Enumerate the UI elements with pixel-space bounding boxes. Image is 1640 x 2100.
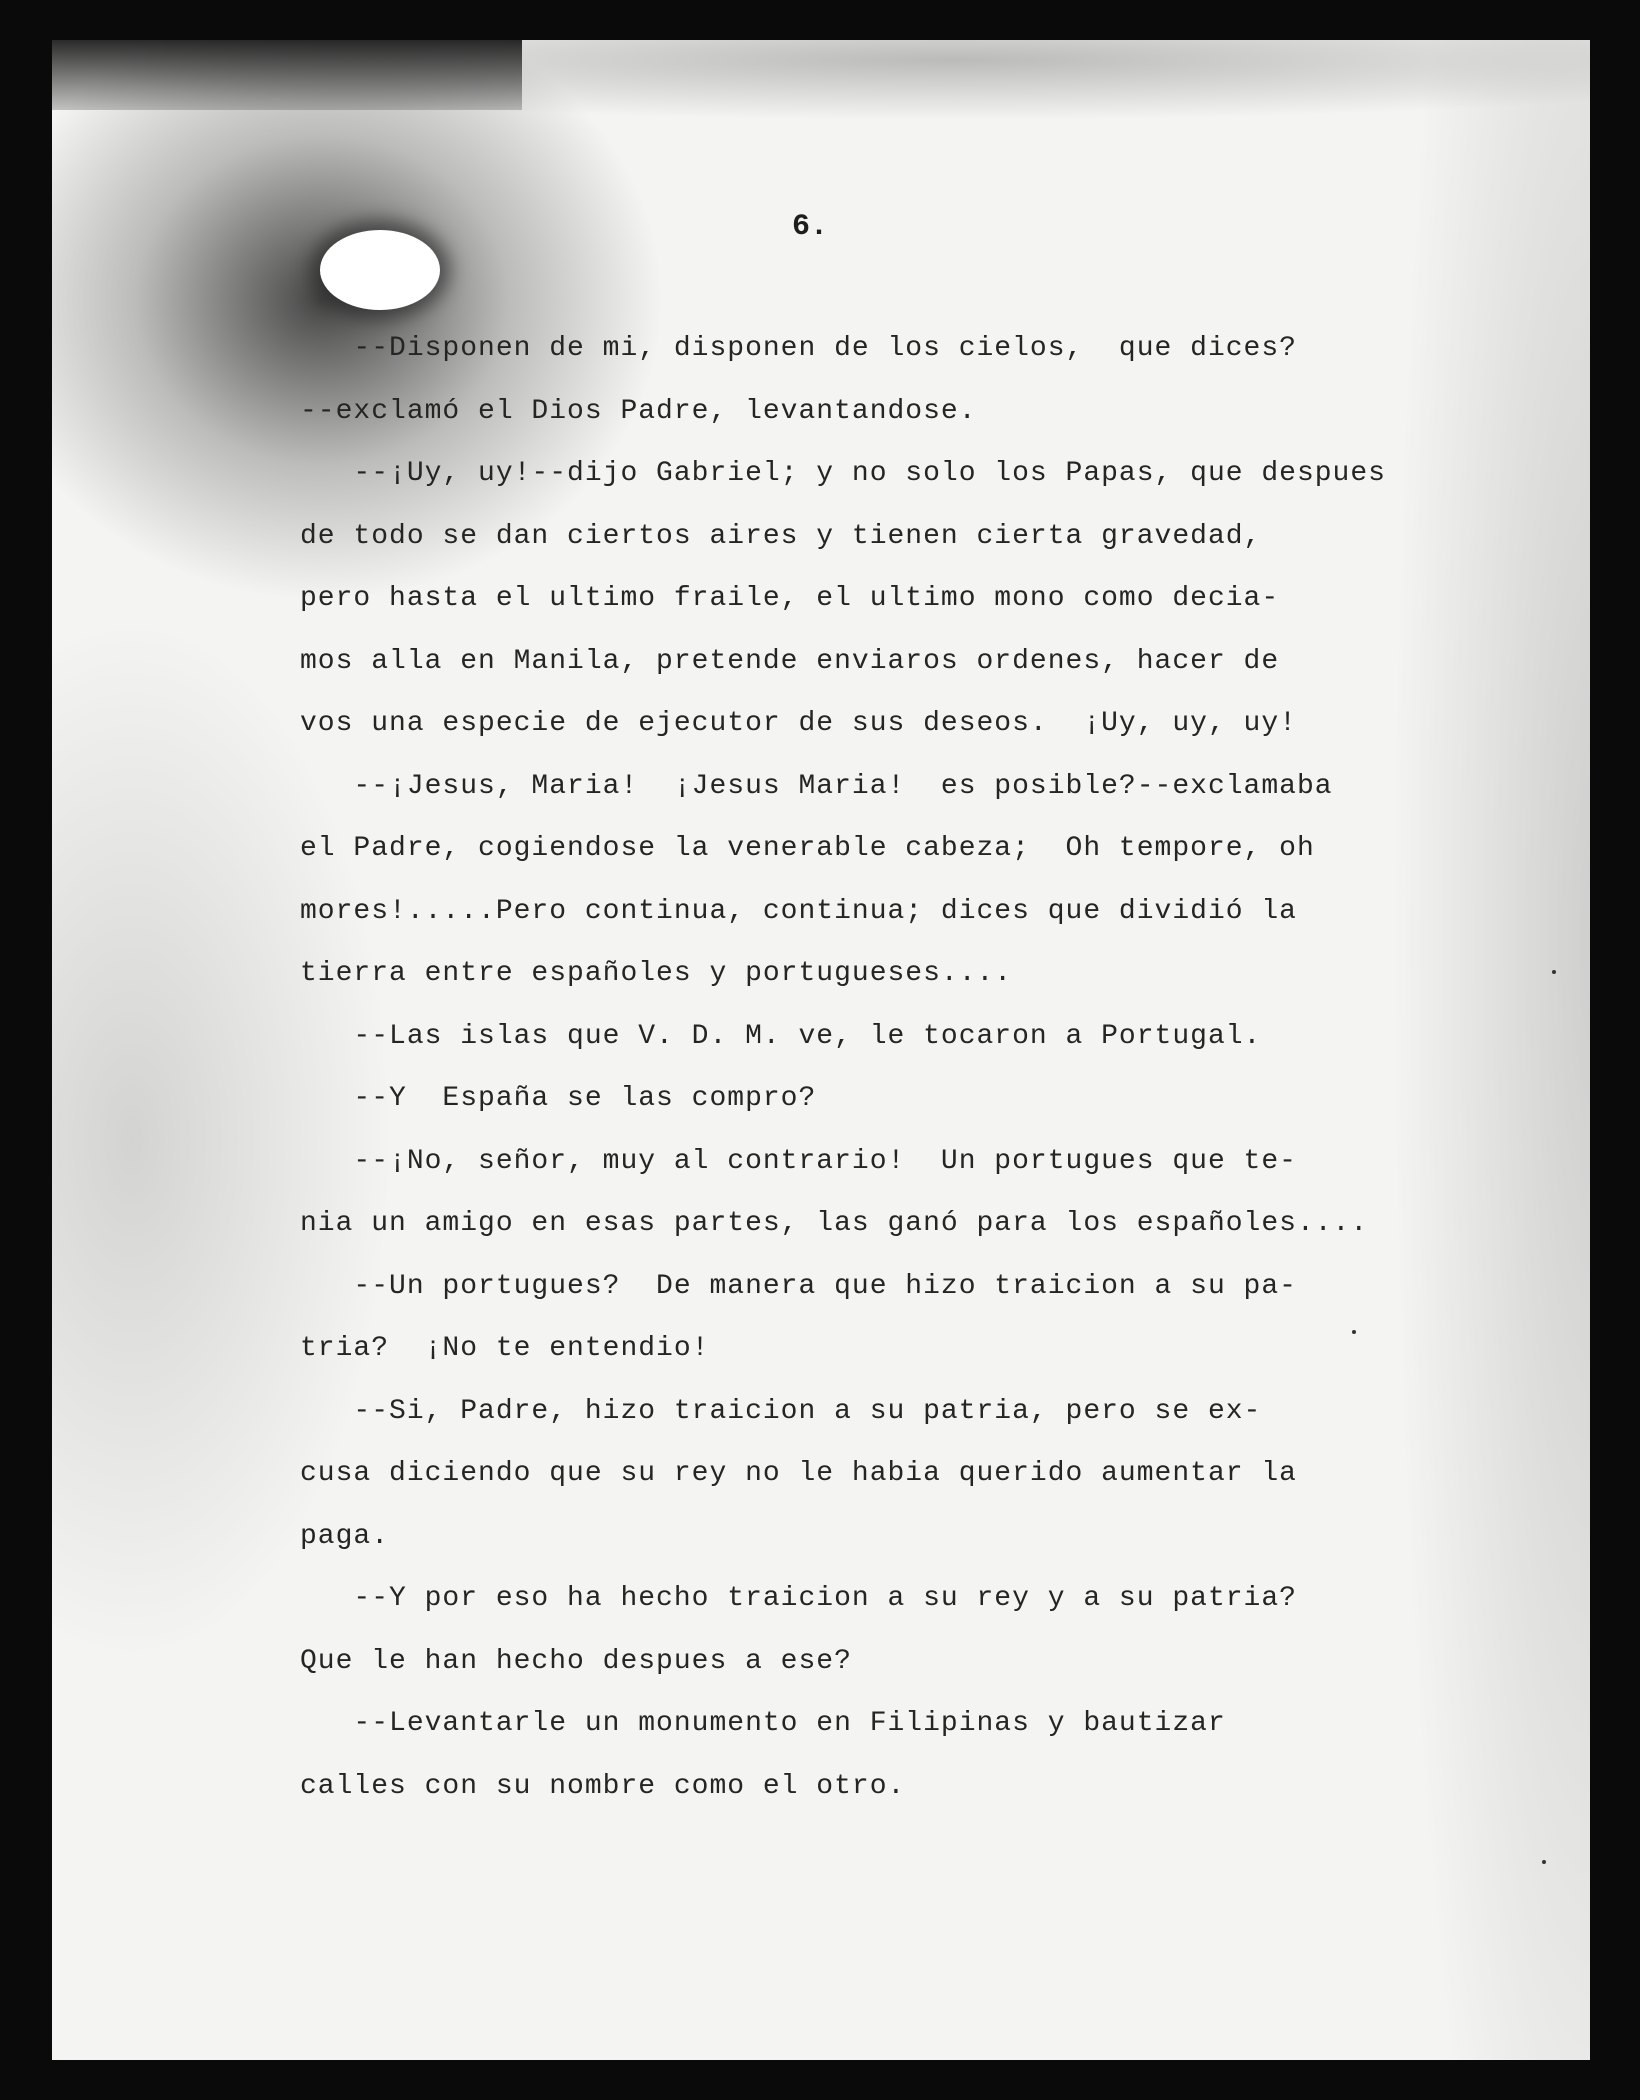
- text-line: calles con su nombre como el otro.: [300, 1770, 906, 1802]
- text-line: --Levantarle un monumento en Filipinas y bautizar: [300, 1708, 1226, 1739]
- text-line: --exclamó el Dios Padre, levantandose.: [300, 395, 977, 427]
- text-line: mos alla en Manila, pretende enviaros ordenes, hacer de: [300, 645, 1280, 677]
- text-line: --Y por eso ha hecho traicion a su rey y a su patria?: [300, 1583, 1297, 1614]
- text-line: --¡Uy, uy!--dijo Gabriel; y no solo los Papas, que despues: [300, 458, 1386, 489]
- text-line: --Un portugues? De manera que hizo traicion a su pa-: [300, 1270, 1297, 1302]
- text-line: --Las islas que V. D. M. ve, le tocaron a Portugal.: [300, 1020, 1262, 1052]
- text-line: vos una especie de ejecutor de sus deseos. ¡Uy, uy, uy!: [300, 708, 1297, 739]
- text-line: tria? ¡No te entendio!: [300, 1333, 710, 1364]
- text-line: paga.: [300, 1520, 390, 1552]
- burn-hole: [320, 230, 440, 310]
- text-line: --Y España se las compro?: [300, 1083, 817, 1114]
- text-line: tierra entre españoles y portugueses....: [300, 958, 1013, 989]
- text-line: el Padre, cogiendose la venerable cabeza; Oh tempore, oh: [300, 833, 1315, 864]
- text-line: Que le han hecho despues a ese?: [300, 1645, 852, 1677]
- text-line: --Disponen de mi, disponen de los cielos, que dices?: [300, 333, 1297, 364]
- text-line: cusa diciendo que su rey no le habia querido aumentar la: [300, 1458, 1297, 1489]
- typed-text: [300, 318, 1450, 1818]
- text-line: --¡No, señor, muy al contrario! Un portugues que te-: [300, 1145, 1297, 1177]
- text-line: mores!.....Pero continua, continua; dices que dividió la: [300, 895, 1297, 927]
- text-line: de todo se dan ciertos aires y tienen cierta gravedad,: [300, 520, 1262, 552]
- speck: [1552, 970, 1556, 974]
- text-line: nia un amigo en esas partes, las ganó para los españoles....: [300, 1208, 1369, 1239]
- text-line: --¡Jesus, Maria! ¡Jesus Maria! es posible?--exclamaba: [300, 770, 1333, 802]
- page-number: 6.: [792, 210, 829, 244]
- torn-corner: [52, 40, 522, 110]
- speck: [1542, 1860, 1546, 1864]
- text-line: pero hasta el ultimo fraile, el ultimo mono como decia-: [300, 583, 1280, 614]
- text-line: --Si, Padre, hizo traicion a su patria, pero se ex-: [300, 1395, 1262, 1427]
